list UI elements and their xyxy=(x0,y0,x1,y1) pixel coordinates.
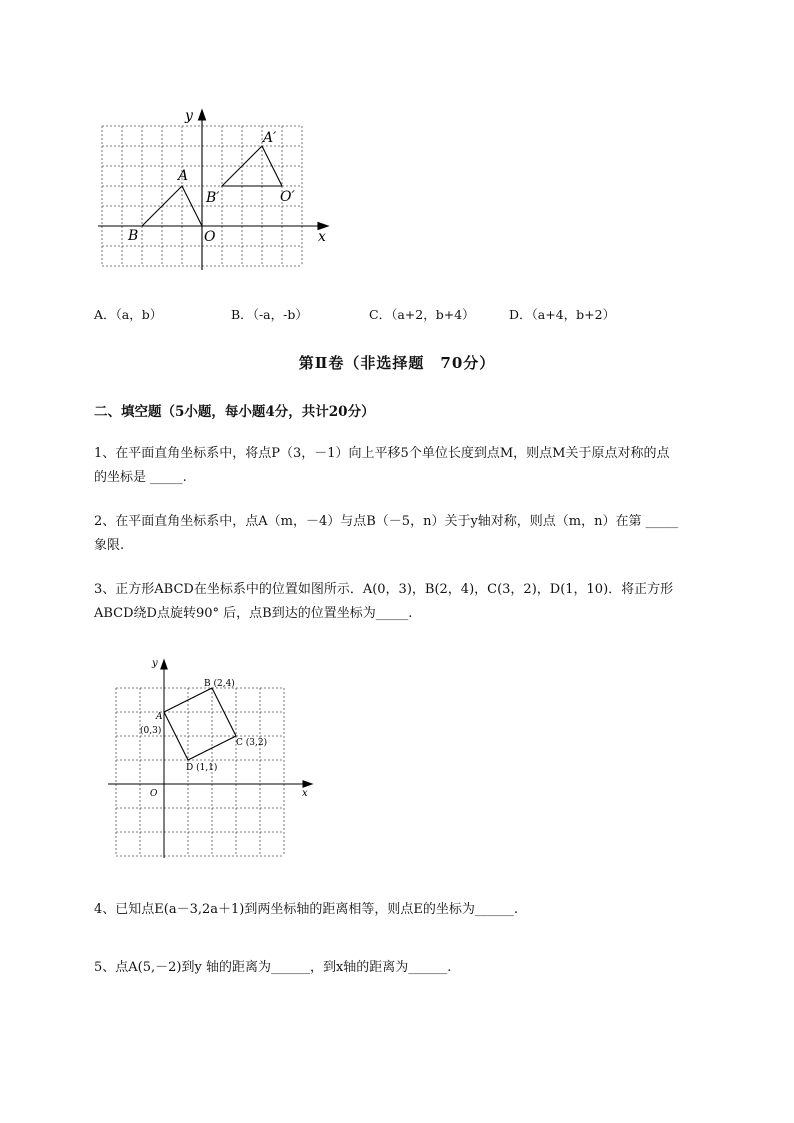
point-B-label: B xyxy=(128,228,139,244)
choice-b-value: （-a，-b） xyxy=(252,307,308,322)
point-A-coord-label: (0,3) xyxy=(140,726,162,736)
point-B-label: B (2,4) xyxy=(204,679,235,689)
question-4 xyxy=(94,898,754,922)
question-1 xyxy=(94,442,754,490)
square-ABCD xyxy=(164,688,236,760)
choice-b[interactable] xyxy=(231,305,308,323)
question-2 xyxy=(94,510,754,558)
question-3-line-1: 3、正方形ABCD在坐标系中的位置如图所示．A(0，3)，B(2，4)，C(3，2)，D(1，10)．将正方形 xyxy=(94,582,674,597)
choice-c-value: （a+2，b+4） xyxy=(391,307,475,322)
origin-label: O xyxy=(150,789,158,799)
figure-triangle-translation xyxy=(96,100,336,275)
y-axis-label: y xyxy=(185,108,193,124)
choice-a-value: （a，b） xyxy=(115,307,163,322)
x-axis-label: x xyxy=(318,229,326,245)
choice-d[interactable] xyxy=(509,305,615,323)
choice-b-letter: B． xyxy=(231,307,253,322)
choice-d-value: （a+4，b+2） xyxy=(531,307,616,322)
question-1-line-1: 1、在平面直角坐标系中，将点P（3，－1）向上平移5个单位长度到点M，则点M关于原点对称的点 xyxy=(94,446,670,461)
choice-d-letter: D． xyxy=(509,307,532,322)
question-1-line-2: 的坐标是 _____. xyxy=(94,470,187,485)
choice-a-letter: A． xyxy=(94,307,116,322)
choice-a[interactable] xyxy=(94,305,162,323)
origin-label: O xyxy=(204,229,216,245)
figure-square-abcd xyxy=(104,652,324,862)
point-C-label: C (3,2) xyxy=(236,738,268,748)
point-A-label: A xyxy=(178,168,189,184)
y-axis-label: y xyxy=(152,658,158,669)
point-B-prime-label: B′ xyxy=(206,190,220,206)
question-3 xyxy=(94,578,754,626)
question-5-line: 5、点A(5,－2)到y 轴的距离为______，到x轴的距离为______. xyxy=(94,960,452,975)
question-2-line-2: 象限. xyxy=(94,538,125,553)
question-2-line-1: 2、在平面直角坐标系中，点A（m，－4）与点B（－5，n）关于y轴对称，则点（m，n）在第 _____ xyxy=(94,514,679,529)
point-A-prime-label: A′ xyxy=(263,130,277,146)
point-D-label: D (1,1) xyxy=(186,763,218,773)
axes xyxy=(108,660,312,858)
part2-heading: 二、填空题（5小题，每小题4分，共计20分） xyxy=(94,404,375,420)
point-A-label: A xyxy=(156,712,163,722)
x-axis-label: x xyxy=(302,788,308,799)
question-4-line: 4、已知点E(a－3,2a＋1)到两坐标轴的距离相等，则点E的坐标为______. xyxy=(94,902,518,917)
question-3-line-2: ABCD绕D点旋转90° 后，点B到达的位置坐标为_____. xyxy=(94,606,413,621)
section-title: 第Ⅱ卷（非选择题 70分） xyxy=(298,354,496,372)
question-5 xyxy=(94,956,754,980)
point-O-prime-label: O′ xyxy=(280,189,295,205)
choice-c[interactable] xyxy=(369,305,475,323)
choice-c-letter: C． xyxy=(369,307,392,322)
